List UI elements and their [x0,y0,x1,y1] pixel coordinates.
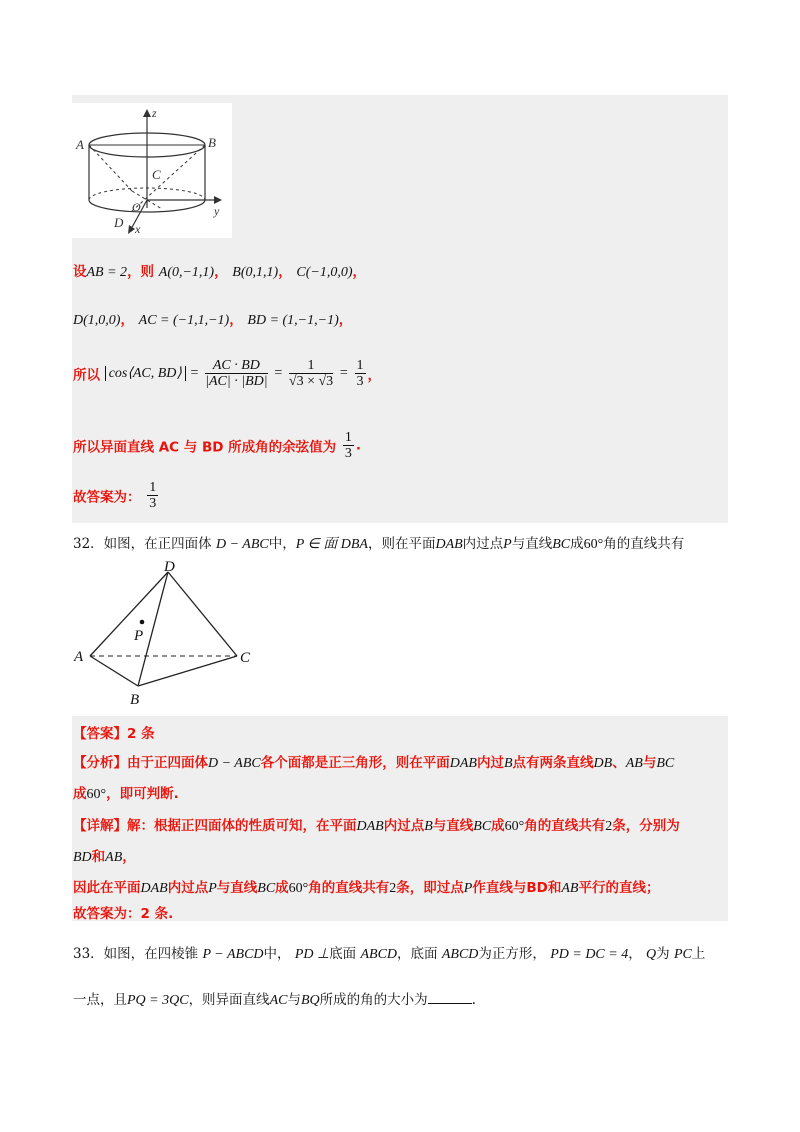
analysis-text: ，即可判断. [106,786,179,802]
q32-math: 60° [583,537,604,552]
analysis-text: 、 [612,755,626,771]
q33-math: PD ⊥ [294,947,330,962]
period: . [355,437,361,454]
q33-text: 33．如图，在四棱锥 [73,946,199,962]
analysis-math: BC [656,756,675,771]
analysis-math: DAB [449,756,477,771]
question-33-line2 [73,988,476,1009]
q33-text: . [471,992,476,1008]
thus-text: 条，即过点 [396,880,464,896]
detail-math: 2 [605,819,613,834]
thus-text: 和 [547,880,562,896]
frac-den: 3 [149,496,157,511]
q32-text: 与直线 [511,536,553,552]
question-33-line1 [73,942,705,963]
analysis-text: 由于正四面体 [127,755,208,771]
thus-text: BD [526,880,548,896]
q32-math: BC [552,537,571,552]
fig31-label-O: O [132,200,141,214]
answer-fraction [147,480,158,511]
frac-num: 1 [289,358,333,374]
q33-text: 中， [263,946,291,962]
detail-text: 解：根据正四面体的性质可知，在平面 [127,818,357,834]
q33-text: 与 [287,992,301,1008]
fig32-label-A: A [74,649,84,665]
sol31-coords-line2 [73,308,352,329]
thus-math: AB [561,881,579,896]
sol31-cos-line: 所以 cos⟨AC, BD⟩ = $\frac{AC \cdot BD}{|AC| \cdot |BD|}$ = $\frac{1}{√3 \times √3}$ = $\frac{1}{3}$ ， [73,358,381,389]
thus-text: 与直线 [216,880,258,896]
analysis-math: B [503,756,513,771]
frac-den: |AC| · |BD| [205,374,268,389]
q33-math: Q [646,947,657,962]
fraction-one-third [355,358,366,389]
fraction-dot-over-norms [205,358,267,389]
analysis-text: 点有两条直线 [512,755,594,771]
sol31-answer [73,480,160,511]
fig32-label-D: D [164,559,175,575]
analysis-text: 内过 [476,755,504,771]
q32-text: 内过点 [462,536,504,552]
frac-num: 1 [356,358,364,373]
analysis-math: AB [625,756,643,771]
thus-math: P [208,881,217,896]
answer-tag: 【答案】 [73,726,127,742]
analysis-math: D − ABC [208,756,261,771]
q33-math: P − ABCD [202,947,264,962]
detail-text: 成 [491,818,505,834]
q32-math: P ∈ 面 DBA [295,537,368,552]
sol31-coords-line1 [73,260,366,281]
q33-math: PQ = 3QC [127,993,189,1008]
thus-math: BC [257,881,276,896]
sol32-analysis-line2 [73,782,179,803]
question-32 [73,532,684,553]
fig31-label-C: C [152,167,161,182]
thus-math: 2 [389,881,397,896]
vector-ac: AC = (−1,1,−1) [138,313,230,328]
q33-math: PD = DC = 4 [550,947,629,962]
q33-text: 一点，且 [73,992,127,1008]
detail-text: 与直线 [432,818,474,834]
sol32-analysis-line1 [73,751,674,772]
thus-text: 角的直线共有 [308,880,390,896]
answer-blank[interactable] [428,991,472,1004]
frac-den: √3 × √3 [288,374,334,389]
sol32-thus-line [73,876,659,897]
detail-math: 60° [504,819,525,834]
point-b: B(0,1,1) [232,265,279,280]
detail-math: AB [105,850,123,865]
fig31-label-A: A [76,137,84,152]
point-c: C(−1,0,0) [296,265,353,280]
q32-text: 成 [570,536,584,552]
comma: ， [367,367,381,384]
thus-math: 60° [288,881,309,896]
q33-math: AC [269,993,288,1008]
sol31-conclusion [73,430,361,461]
q33-text: 为 [656,946,670,962]
conclusion-text: 所以异面直线 AC 与 BD 所成角的余弦值为 [73,439,337,456]
q32-math: D − ABC [215,537,269,552]
thus-text: 因此在平面 [73,880,141,896]
q33-math: ABCD [441,947,479,962]
q32-text: 角的直线共有 [603,536,685,552]
thus-text: 内过点 [167,880,209,896]
fig32-label-C: C [240,650,251,666]
q32-text: ，则在平面 [367,536,436,552]
q33-math: PC [673,947,692,962]
q33-math: ABCD [360,947,398,962]
sol32-detail-line2 [73,845,136,866]
thus-text: 平行的直线； [578,880,660,896]
fig32-label-P: P [134,628,144,644]
comma: ， [120,312,134,328]
comma: ， [278,264,292,280]
detail-text: 和 [91,849,106,865]
cylinder-figure [72,103,232,238]
fig32-label-B: B [130,692,140,708]
point-a: A(0,−1,1) [158,265,215,280]
q33-text: 底面 [329,946,357,962]
sol32-answer [73,722,155,742]
text-set: 设 [73,264,87,280]
frac-num: 1 [344,430,352,445]
frac-num: AC · BD [205,358,267,374]
analysis-text: 与 [642,755,657,771]
answer-label: 故答案为： [73,489,141,506]
frac-num: 1 [149,480,157,495]
point-d: D(1,0,0) [73,313,121,328]
q33-text: ， [628,946,642,962]
conclusion-fraction [343,430,354,461]
comma: ， [338,312,353,328]
q32-math: P [503,537,512,552]
vector-bd: BD = (1,−1,−1) [247,313,339,328]
q32-text: 32．如图，在正四面体 [73,536,212,552]
thus-math: DAB [140,881,168,896]
q32-math: DAB [435,537,463,552]
thus-math: P [463,881,473,896]
analysis-tag: 【分析】 [73,755,127,771]
fig31-label-B: B [208,135,216,150]
fig31-label-D: D [114,215,124,230]
detail-text: 角的直线共有 [524,818,606,834]
sol32-final-answer [73,902,173,922]
cos-expression: cos⟨AC, BD⟩ [105,366,186,381]
detail-math: B [424,819,433,834]
text-suoyi: 所以 [73,367,100,384]
fraction-one-over-root [289,358,333,389]
q33-text: ，底面 [397,946,438,962]
detail-text: 条，分别为 [612,818,680,834]
thus-text: 作直线与 [472,880,527,896]
analysis-math: 60° [86,787,107,802]
analysis-math: DB [593,756,613,771]
fig31-label-x: x [135,222,141,236]
q33-text: 上 [691,946,706,962]
q33-text: 为正方形， [478,946,546,962]
thus-text: 成 [275,880,289,896]
q33-text: ，则异面直线 [188,992,270,1008]
detail-math: BD [73,850,92,865]
q33-math: BQ [300,993,320,1008]
fig31-label-y: y [214,204,220,218]
detail-tag: 【详解】 [73,818,127,834]
detail-math: DAB [356,819,384,834]
detail-text: 内过点 [383,818,425,834]
comma: ， [214,264,228,280]
analysis-text: 各个面都是正三角形，则在平面 [260,755,450,771]
q33-text: 所成的角的大小为 [319,992,428,1008]
frac-den: 3 [356,374,364,389]
q32-text: 中， [268,536,296,552]
detail-math: BC [473,819,492,834]
comma: ， [229,312,243,328]
detail-text: ， [122,849,136,865]
final-answer: 故答案为：2 条. [73,906,174,922]
answer-value: 2 条 [127,726,155,742]
fig31-label-z: z [152,106,157,120]
analysis-text: 成 [73,786,87,802]
comma: ， [352,264,366,280]
frac-den: 3 [344,446,352,461]
sol32-detail-line1 [73,814,680,835]
text-then: ，则 [127,264,155,280]
tetrahedron-figure [72,558,272,713]
math-ab: AB = 2 [86,265,128,280]
